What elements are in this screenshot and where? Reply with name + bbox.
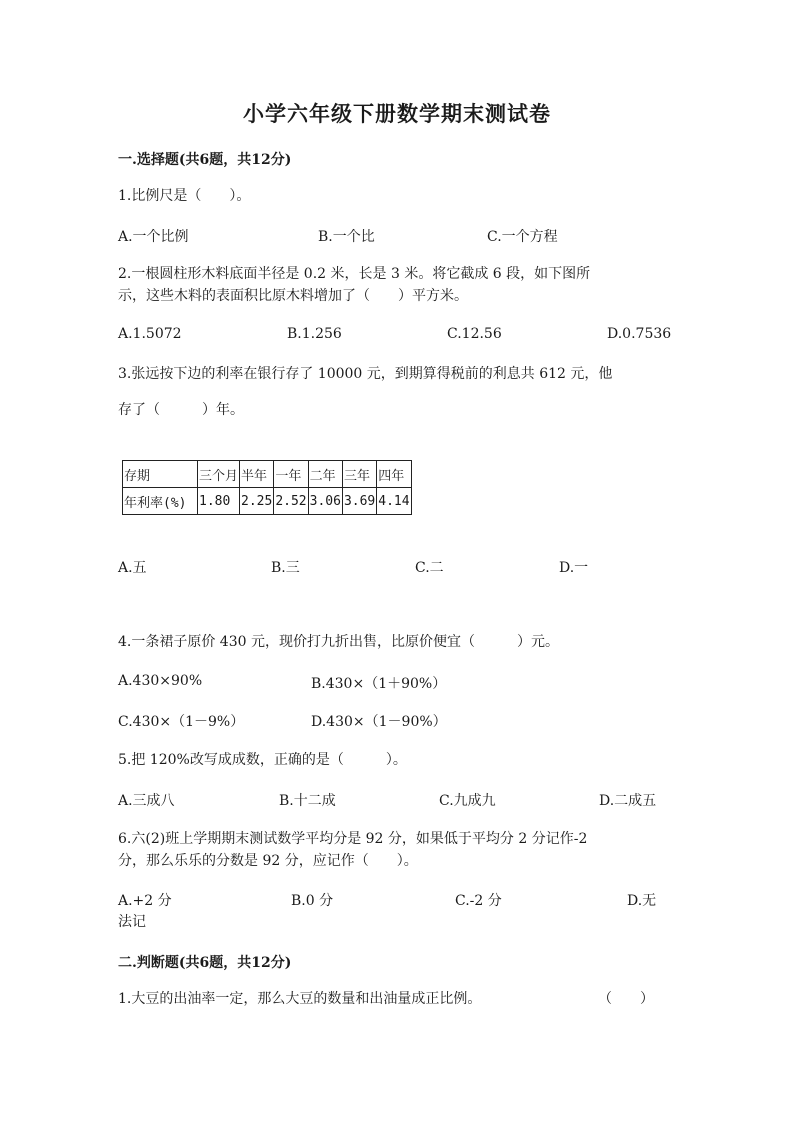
table-cell: 3.06	[308, 488, 342, 515]
q3-option-d: D.一	[559, 560, 589, 576]
q4-option-d: D.430×（1－90%）	[311, 714, 447, 730]
q5-option-c: C.九成九	[439, 793, 496, 809]
q3-option-b: B.三	[271, 560, 300, 576]
q1-option-a: A.一个比例	[118, 229, 189, 245]
question-3-line-1: 3.张远按下边的利率在银行存了 10000 元，到期算得税前的利息共 612 元，他	[118, 366, 613, 382]
table-cell: 三个月	[198, 461, 240, 488]
page-title: 小学六年级下册数学期末测试卷	[243, 101, 551, 126]
table-cell: 年利率(%)	[123, 488, 198, 515]
table-cell: 1.80	[198, 488, 240, 515]
q4-option-b: B.430×（1＋90%）	[311, 676, 447, 692]
question-3-line-2: 存了（ ）年。	[118, 402, 244, 418]
q2-option-b: B.1.256	[287, 326, 342, 342]
judgement-1-answer-bracket: （ ）	[598, 991, 654, 1007]
table-cell: 二年	[308, 461, 342, 488]
table-cell: 2.25	[240, 488, 274, 515]
table-cell: 四年	[377, 461, 411, 488]
question-2-line-2: 示，这些木料的表面积比原木料增加了（ ）平方米。	[118, 288, 468, 304]
question-6-line-2: 分，那么乐乐的分数是 92 分，应记作（ ）。	[118, 853, 418, 869]
q6-option-c: C.-2 分	[455, 893, 502, 909]
table-cell: 3.69	[342, 488, 376, 515]
judgement-1-stem: 1.大豆的出油率一定，那么大豆的数量和出油量成正比例。	[118, 991, 482, 1007]
q3-option-c: C.二	[415, 560, 444, 576]
section-heading-judgement: 二.判断题(共6题，共12分)	[118, 955, 292, 971]
q6-option-d-wrap: 法记	[118, 914, 146, 930]
section-heading-choice: 一.选择题(共6题，共12分)	[118, 152, 292, 168]
question-5-stem: 5.把 120%改写成成数，正确的是（ ）。	[118, 752, 407, 768]
q1-option-c: C.一个方程	[487, 229, 558, 245]
q2-option-d: D.0.7536	[607, 326, 672, 342]
table-cell: 三年	[342, 461, 376, 488]
question-6-line-1: 6.六(2)班上学期期末测试数学平均分是 92 分，如果低于平均分 2 分记作-2	[118, 831, 588, 847]
table-row	[123, 488, 412, 515]
interest-rate-table	[122, 460, 412, 515]
table-header-row	[123, 461, 412, 488]
question-1-stem: 1.比例尺是（ ）。	[118, 188, 251, 204]
table-cell: 一年	[274, 461, 308, 488]
q6-option-b: B.0 分	[291, 893, 334, 909]
table-cell: 2.52	[274, 488, 308, 515]
q4-option-a: A.430×90%	[118, 673, 203, 689]
q1-option-b: B.一个比	[318, 229, 375, 245]
q5-option-a: A.三成八	[118, 793, 175, 809]
question-4-stem: 4.一条裙子原价 430 元，现价打九折出售，比原价便宜（ ）元。	[118, 634, 559, 650]
q6-option-a: A.+2 分	[118, 893, 172, 909]
q5-option-b: B.十二成	[279, 793, 336, 809]
table-cell: 4.14	[377, 488, 411, 515]
table-cell: 存期	[123, 461, 198, 488]
q2-option-c: C.12.56	[447, 326, 502, 342]
q3-option-a: A.五	[118, 560, 147, 576]
q6-option-d: D.无	[627, 893, 657, 909]
q5-option-d: D.二成五	[599, 793, 657, 809]
q4-option-c: C.430×（1－9%）	[118, 714, 245, 730]
question-2-line-1: 2.一根圆柱形木料底面半径是 0.2 米，长是 3 米。将它截成 6 段，如下图所	[118, 266, 591, 282]
q2-option-a: A.1.5072	[118, 326, 182, 342]
table-cell: 半年	[240, 461, 274, 488]
